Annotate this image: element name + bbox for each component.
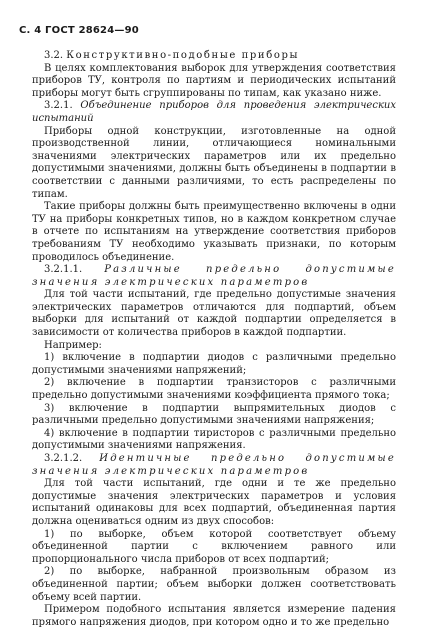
paragraph: Для той части испытаний, где одни и те же предельно допустимые значения электрических параметров и условия испытаний одинаковы для всех подпартий, объединенная партия должна оцениваться одним из двух способов: (32, 478, 396, 527)
list-item: 1) по выборке, объем которой соответствует объему объединенной партии с включением равного или пропорционального числа приборов от всех подпартий; (32, 528, 396, 565)
list-item: 1) включение в подпартии диодов с различными предельно допустимыми значениями напряжений; (32, 352, 396, 376)
document-body (32, 50, 396, 629)
list-item: 2) включение в подпартии транзисторов с различными предельно допустимыми значениями коэффициента прямого тока; (32, 377, 396, 402)
list-item: 4) включение в подпартии тиристоров с различными предельно допустимыми значениями напряжения. (32, 427, 396, 452)
paragraph: Для той части испытаний, где предельно допустимые значения электрических параметров отличаются для подпартий, объем выборки для испытаний от каждой подпартии определяется в зависимости от количества приборов в каждой подпартии. (32, 289, 396, 339)
paragraph: Такие приборы должны быть преимущественно включены в одни ТУ на приборы конкретных типов, но в каждом конкретном случае в отчете по испытаниям на утверждение соответствия приборов требованиям ТУ необходимо указывать признаки, по которым проводилось объединение. (32, 201, 396, 263)
paragraph: Приборы одной конструкции, изготовленные на одной производственной линии, отличающиеся номинальными значениями электрических параметров или их предельно допустимыми значениями, должны быть объединены в подпартии в соответствии с данными различиями, то есть распределены по типам. (32, 125, 396, 200)
list-item: 3) включение в подпартии выпрямительных диодов с различными предельно допустимыми значениями напряжения; (32, 402, 396, 427)
section-heading-3-2: 3.2. Конструктивно-подобные приборы (44, 50, 300, 61)
page-header: С. 4 ГОСТ 28624—90 (19, 25, 139, 36)
paragraph: В целях комплектования выборок для утверждения соответствия приборов ТУ, контроля по партиям и периодических испытаний приборы могут быть сгруппированы по типам, как указано ниже. (32, 62, 396, 99)
list-item: 2) по выборке, набранной произвольным образом из объединенной партии; объем выборки должен соответствовать объему всей партии. (32, 566, 396, 603)
section-heading-3-2-1: 3.2.1. Объединение приборов для проведения электрических испытаний (32, 100, 396, 124)
paragraph: Например: (44, 339, 102, 351)
paragraph: Примером подобного испытания является измерение падения прямого напряжения диодов, при котором одно и то же предельно (32, 604, 396, 628)
section-heading-3-2-1-1: 3.2.1.1. Различные предельно допустимые значения электрических параметров (32, 264, 396, 288)
section-heading-3-2-1-2: 3.2.1.2. Идентичные предельно допустимые значения электрических параметров (32, 453, 396, 477)
